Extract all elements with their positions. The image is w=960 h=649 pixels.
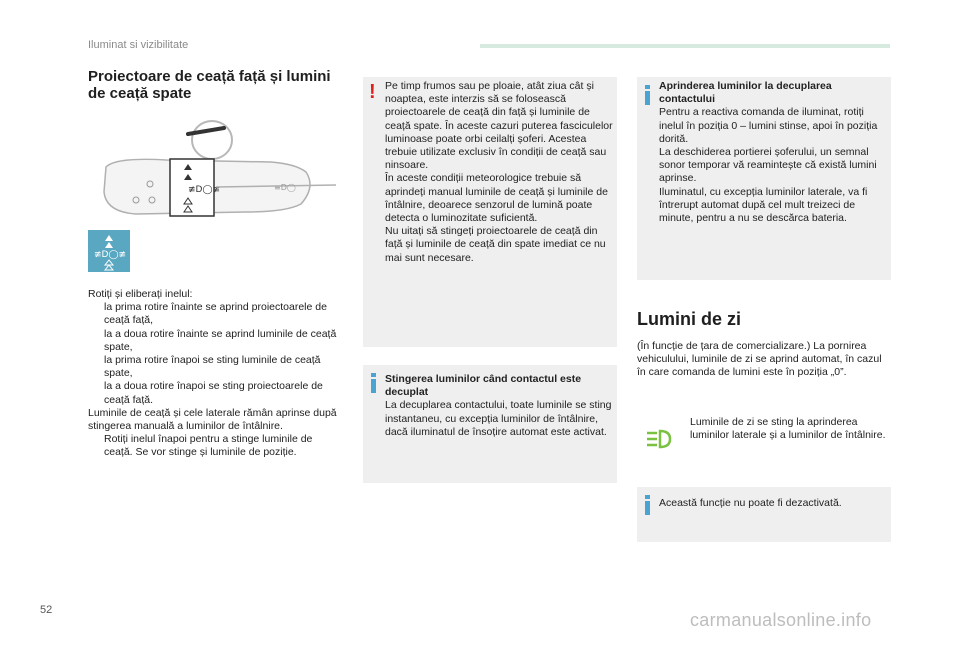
svg-text:≡D◯: ≡D◯ (274, 183, 296, 192)
info-icon (645, 85, 651, 105)
fog-lights-title: Proiectoare de ceață față și lumini de ceață spate (88, 68, 331, 102)
info-box-switch-off (363, 365, 617, 483)
info-icon (645, 495, 651, 515)
svg-text:≢D◯≢: ≢D◯≢ (188, 185, 221, 195)
bullet-mark (88, 328, 104, 354)
warning-paragraph: Nu uitați să stingeți proiectoarele de ceață din față și luminile de ceață din spate imediat ce nu mai sunt necesare. (385, 225, 606, 264)
info-box-lights-on (637, 77, 891, 280)
info-paragraph: Pentru a reactiva comanda de iluminat, rotiți inelul în poziția 0 – lumini stinse, apoi în poziția dorită. (659, 106, 878, 145)
drl-title: Lumini de zi (637, 309, 742, 329)
fog-lights-instructions (88, 288, 342, 460)
intro-text: Rotiți și eliberați inelul: (88, 288, 193, 300)
note-text: Luminile de ceață și cele laterale rămân aprinse după stingerea manuală a luminilor de întâlnire. (88, 406, 337, 433)
info-icon (371, 373, 377, 393)
page-number: 52 (40, 604, 53, 616)
drl-icon-text: Luminile de zi se sting la aprinderea luminilor laterale și a luminilor de întâlnire. (690, 416, 886, 442)
daytime-running-light-icon (644, 425, 678, 453)
warning-icon: ! (369, 81, 376, 103)
info-title: Stingerea luminilor când contactul este decuplat (385, 373, 582, 399)
info-text: Această funcție nu poate fi dezactivată. (659, 497, 842, 509)
warning-paragraph: Pe timp frumos sau pe ploaie, atât ziua cât și noaptea, este interzis să se folosească proiectoarele de ceață din față și luminile de ceață spate. În aceste cazuri puterea fasciculelor luminoase poate orbi ceilalți șoferi. Acestea trebuie utilizate exclusiv în condiții de ceață sau ninsoare. (385, 80, 613, 172)
info-paragraph: La deschiderea portierei șoferului, un semnal sonor temporar vă reamintește că există lumini aprinse. (659, 146, 877, 185)
warning-paragraph: În aceste condiții meteorologice trebuie să aprindeți manual luminile de ceață și luminile de întâlnire, deoarece senzorul de lumină poate detecta o luminozitate suficientă. (385, 172, 608, 225)
list-item: Rotiți inelul înapoi pentru a stinge luminile de ceață. Se vor stinge și luminile de poziție. (88, 433, 342, 459)
list-item: la a doua rotire înainte se aprind luminile de ceață spate, (88, 328, 342, 354)
bullet-mark (88, 301, 104, 327)
bullet-mark (88, 433, 104, 459)
fog-light-icon (88, 230, 130, 272)
header-bar (480, 44, 890, 48)
steering-stalk-illustration (96, 112, 342, 230)
svg-text:≢D◯≢: ≢D◯≢ (94, 250, 127, 260)
warning-box (363, 77, 617, 347)
list-item: la prima rotire înainte se aprind proiectoarele de ceață față, (88, 301, 342, 327)
info-paragraph: Iluminatul, cu excepția luminilor laterale, va fi întrerupt automat după cel mult treizeci de minute, pentru a nu se descărca bateria. (659, 185, 868, 225)
drl-paragraph: (În funcție de țara de comercializare.) La pornirea vehiculului, luminile de zi se aprind automat, în cazul în care comanda de lumini este în poziția „0”. (637, 340, 882, 379)
section-header: Iluminat si vizibilitate (88, 39, 189, 51)
info-text: La decuplarea contactului, toate luminile se sting instantaneu, cu excepția luminilor de întâlnire, dacă iluminatul de însoțire automat este activat. (385, 399, 612, 438)
info-title: Aprinderea luminilor la decuplarea contactului (659, 80, 832, 106)
list-item: la a doua rotire înapoi se sting proiectoarele de ceață față. (88, 380, 342, 406)
watermark: carmanualsonline.info (690, 610, 872, 630)
list-item: la prima rotire înapoi se sting luminile de ceață spate, (88, 354, 342, 380)
bullet-mark (88, 380, 104, 406)
info-box-drl-note (637, 487, 891, 542)
bullet-mark (88, 354, 104, 380)
